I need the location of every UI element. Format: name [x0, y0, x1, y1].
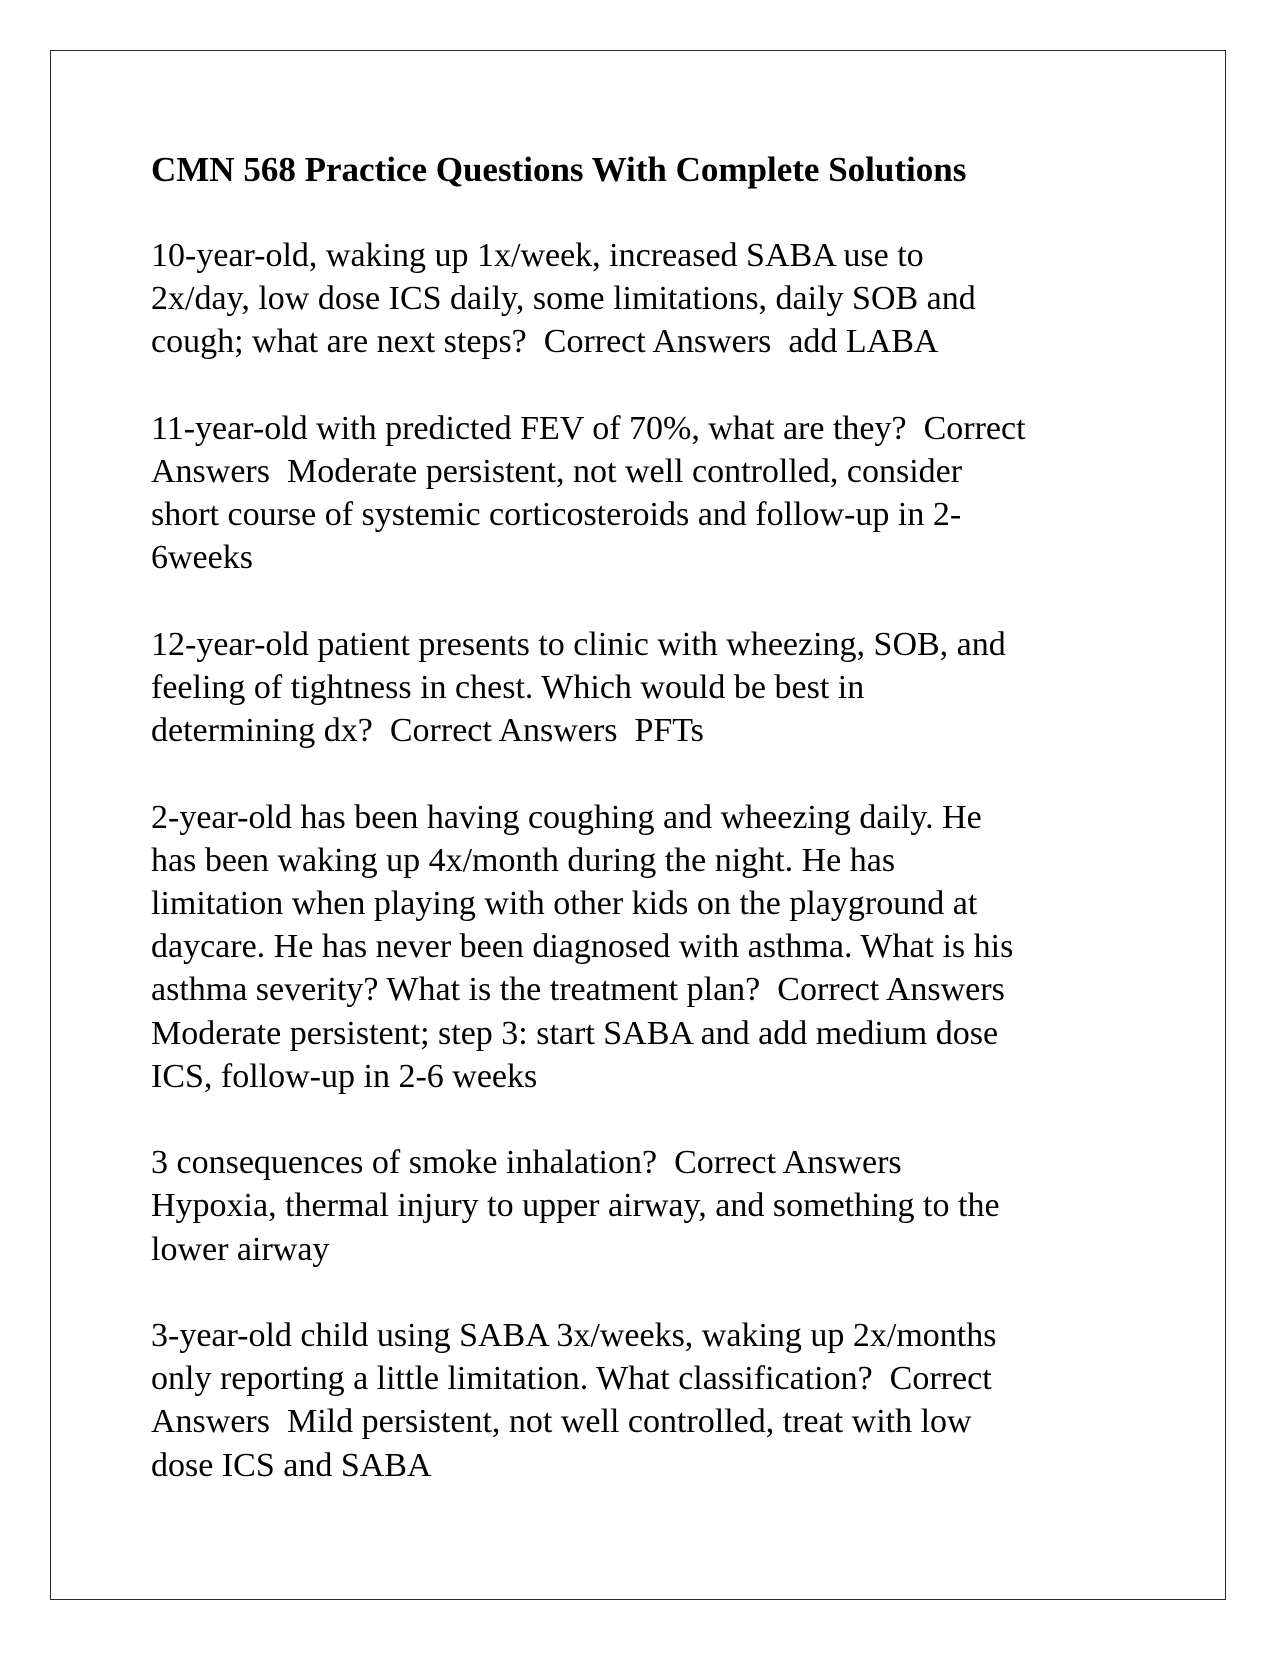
qa-entry-3	[151, 623, 1151, 753]
qa-line: only reporting a little limitation. What classification? Correct	[151, 1360, 992, 1398]
qa-line: lower airway	[151, 1230, 330, 1268]
qa-line: determining dx? Correct Answers PFTs	[151, 712, 704, 750]
qa-line: ICS, follow-up in 2-6 weeks	[151, 1057, 538, 1095]
qa-line: 3 consequences of smoke inhalation? Correct Answers	[151, 1144, 902, 1182]
qa-line: 12-year-old patient presents to clinic with wheezing, SOB, and	[151, 625, 1006, 663]
qa-line: 11-year-old with predicted FEV of 70%, what are they? Correct	[151, 409, 1026, 447]
qa-line: 2x/day, low dose ICS daily, some limitations, daily SOB and	[151, 280, 976, 318]
qa-line: Moderate persistent; step 3: start SABA and add medium dose	[151, 1014, 999, 1052]
qa-line: 10-year-old, waking up 1x/week, increased SABA use to	[151, 237, 924, 274]
qa-line: feeling of tightness in chest. Which would be best in	[151, 669, 865, 706]
qa-line: short course of systemic corticosteroids and follow-up in 2-	[151, 496, 962, 534]
qa-line: 3-year-old child using SABA 3x/weeks, waking up 2x/months	[151, 1317, 997, 1354]
qa-line: asthma severity? What is the treatment plan? Correct Answers	[151, 971, 1005, 1009]
qa-line: 2-year-old has been having coughing and wheezing daily. He	[151, 798, 982, 836]
qa-entry-5	[151, 1141, 1151, 1271]
document-title: CMN 568 Practice Questions With Complete Solutions	[151, 150, 967, 189]
qa-line: Answers Moderate persistent, not well controlled, consider	[151, 453, 963, 490]
qa-entry-6	[151, 1314, 1151, 1487]
qa-line: cough; what are next steps? Correct Answers add LABA	[151, 323, 939, 361]
qa-line: daycare. He has never been diagnosed with asthma. What is his	[151, 928, 1014, 966]
document-body	[151, 148, 1151, 1530]
qa-line: Answers Mild persistent, not well controlled, treat with low	[151, 1403, 972, 1441]
qa-entry-4	[151, 796, 1151, 1098]
qa-line: has been waking up 4x/month during the night. He has	[151, 841, 896, 879]
qa-entry-1	[151, 234, 1151, 364]
qa-line: dose ICS and SABA	[151, 1446, 432, 1484]
qa-line: 6weeks	[151, 539, 253, 577]
qa-entry-2	[151, 407, 1151, 580]
qa-line: Hypoxia, thermal injury to upper airway, and something to the	[151, 1187, 1000, 1225]
qa-line: limitation when playing with other kids on the playground at	[151, 885, 978, 922]
